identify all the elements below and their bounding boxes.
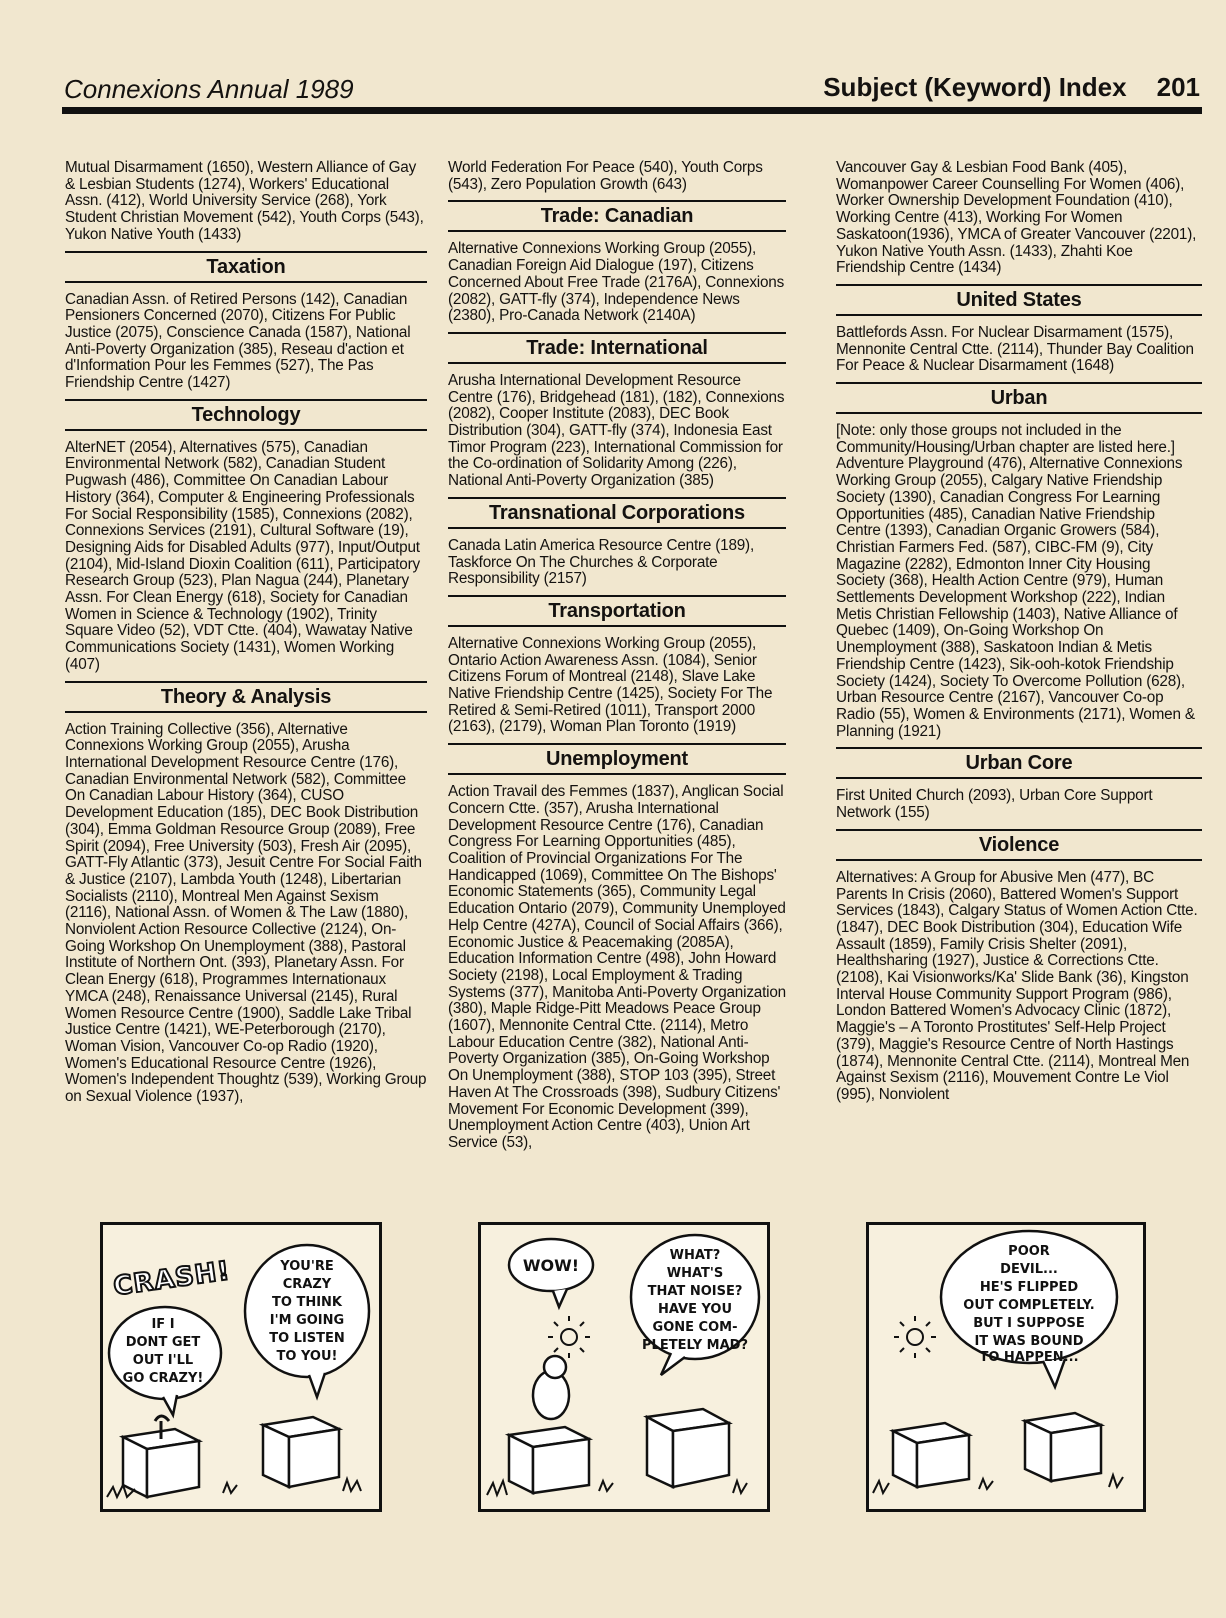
bubble-line: IT WAS BOUND [974,1334,1084,1349]
index-entry: Canada Latin America Resource Centre (189), Taskforce On The Churches & Corporate Responsibility (2157) [448,536,755,588]
index-column-3 [836,160,1202,1104]
heading-trade-international: Trade: International [448,332,786,364]
bubble-line: CRAZY [282,1277,332,1292]
box-with-fist [123,1429,199,1497]
heading-technology: Technology [65,399,427,431]
bubble-line: WOW! [522,1256,580,1275]
crash-text: CRASH! [111,1256,233,1303]
cartoon-panel-2 [478,1222,770,1512]
heading-urban: Urban [836,382,1202,414]
heading-transportation: Transportation [448,595,786,627]
index-entry: Alternative Connexions Working Group (2055), Ontario Action Awareness Assn. (1084), Senior Citizens Forum of Montreal (2148), Slave Lake Native Friendship Centre (1425), Society For The Retired & Semi-Retired (1011), Transport 2000 (2163), (2179), Woman Plan Toronto (1919) [448,634,773,736]
bubble-line: TO LISTEN [269,1331,345,1346]
box-right [647,1409,729,1487]
bubble-line: PLETELY MAD? [642,1338,748,1353]
bubble-line: GO CRAZY! [122,1371,204,1386]
box-right [1025,1413,1101,1481]
publication-title: Connexions Annual 1989 [64,74,354,104]
index-entry: Mutual Disarmament (1650), Western Alliance of Gay & Lesbian Students (1274), Workers' Educational Assn. (412), World University Service (268), York Student Christian Movement (542), Youth Corps (543), Yukon Native Youth (1433) [65,159,424,243]
sun-icon [894,1316,936,1358]
bubble-line: THAT NOISE? [647,1284,743,1299]
index-entry: Vancouver Gay & Lesbian Food Bank (405), Womanpower Career Counselling For Women (406), Worker Ownership Development Foundation (410), Working Centre (413), Working For Women Saskatoon(1936), YMCA of Greater Vancouver (2201), Yukon Native Youth Assn. (1433), Zhahti Koe Friendship Centre (1434) [836,159,1197,277]
box-right [263,1417,339,1487]
cartoon-drawing-1 [103,1225,379,1509]
bubble-line: OUT COMPLETELY. [963,1298,1095,1313]
bubble-line: DONT GET [125,1335,201,1350]
index-column-2 [448,160,786,1152]
index-entry: Action Training Collective (356), Alternative Connexions Working Group (2055), Arusha International Development Resource Centre (176), Canadian Environmental Network (582), Committee On Canadian Labour History (364), CUSO Development Education (185), DEC Book Distribution (304), Emma Goldman Resource Group (2089), Free Spirit (2094), Free University (503), Fresh Air (2095), GATT-Fly Atlantic (373), Jesuit Centre For Social Faith & Justice (2107), Lambda Youth (1248), Libertarian Socialists (2110), Montreal Men Against Sexism (2116), National Assn. of Women & The Law (1880), Nonviolent Action Resource Collective (2124), On-Going Workshop On Unemployment (388), Pastoral Institute of Northern Ont. (393), Planetary Assn. For Clean Energy (618), Programmes Internationaux YMCA (248), Renaissance Universal (2145), Rural Women Resource Centre (1900), Saddle Lake Tribal Justice Centre (1421), WE-Peterborough (2170), Woman Vision, Vancouver Co-op Radio (1920), Women's Educational Resource Centre (1926), Women's Independent Thoughtz (539), Working Group on Sexual Violence (1937), [65,720,427,1106]
figure-on-box [509,1356,589,1493]
bubble-line: POOR [1008,1244,1050,1259]
heading-united-states: United States [836,284,1202,316]
bubble-line: TO HAPPEN... [979,1350,1079,1365]
bubble-line: DEVIL... [1000,1262,1058,1277]
index-entry: First United Church (2093), Urban Core Support Network (155) [836,787,1153,822]
section-title [823,72,1200,103]
bubble-line: OUT I'LL [132,1353,194,1368]
index-entry: Alternative Connexions Working Group (2055), Canadian Foreign Aid Dialogue (197), Citizens Concerned About Free Trade (2176A), Connexions (2082), GATT-fly (374), Independence News (2380), Pro-Canada Network (2140A) [448,240,785,325]
sun-icon [548,1316,590,1358]
box-open [893,1423,969,1487]
bubble-line: HAVE YOU [657,1302,733,1317]
cartoon-panel-3 [866,1222,1146,1512]
bubble-line: TO YOU! [276,1349,338,1364]
header-rule [62,107,1202,114]
bubble-line: YOU'RE [280,1259,334,1274]
heading-theory-analysis: Theory & Analysis [65,681,427,713]
bubble-line: IF I [151,1317,175,1332]
heading-violence: Violence [836,829,1202,861]
heading-transnational-corporations: Transnational Corporations [448,497,786,529]
cartoon-drawing-2 [481,1225,767,1509]
heading-urban-core: Urban Core [836,747,1202,779]
heading-trade-canadian: Trade: Canadian [448,200,786,232]
bubble-line: I'M GOING [269,1313,345,1328]
index-entry: AlterNET (2054), Alternatives (575), Canadian Environmental Network (582), Canadian Student Pugwash (486), Committee On Canadian Labour History (364), Computer & Engineering Professionals For Social Responsibility (1585), Connexions (2082), Connexions Services (2191), Cultural Software (19), Designing Aids for Disabled Adults (977), Input/Output (2104), Mid-Island Dioxin Coalition (611), Participatory Research Group (523), Plan Nagua (244), Planetary Assn. For Clean Energy (618), Society for Canadian Women in Science & Technology (1902), Trinity Square Video (52), VDT Ctte. (404), Wawatay Native Communications Society (1431), Women Working (407) [65,438,420,673]
index-column-1 [65,160,427,1106]
page-number: 201 [1156,72,1200,102]
cartoon-panel-1 [100,1222,382,1512]
bubble-line: WHAT? [669,1248,721,1263]
index-entry: World Federation For Peace (540), Youth Corps (543), Zero Population Growth (643) [448,159,763,193]
index-entry: Action Travail des Femmes (1837), Anglican Social Concern Ctte. (357), Arusha International Development Resource Centre (176), Canadian Congress For Learning Opportunities (485), Coalition of Provincial Organizations For The Handicapped (1069), Committee On The Bishops' Economic Statements (365), Community Legal Education Ontario (2079), Community Unemployed Help Centre (427A), Council of Social Affairs (366), Economic Justice & Peacemaking (2085A), Education Information Centre (498), John Howard Society (2198), Local Employment & Trading Systems (377), Manitoba Anti-Poverty Organization (380), Maple Ridge-Pitt Meadows Peace Group (1607), Mennonite Central Ctte. (2114), Metro Labour Education Centre (382), National Anti-Poverty Organization (385), On-Going Workshop On Unemployment (388), STOP 103 (395), Street Haven At The Crossroads (398), Sudbury Citizens' Movement For Economic Development (399), Unemployment Action Centre (403), Union Art Service (53), [448,783,786,1151]
heading-unemployment: Unemployment [448,743,786,775]
cartoon-drawing-3 [869,1225,1143,1509]
page-header [62,72,1202,112]
index-entry: Canadian Assn. of Retired Persons (142), Canadian Pensioners Concerned (2070), Citizens For Public Justice (2075), Conscience Canada (1587), National Anti-Poverty Organization (385), Reseau d'action et d'Information Pour les Femmes (527), The Pas Friendship Centre (1427) [65,290,411,392]
index-entry: Alternatives: A Group for Abusive Men (477), BC Parents In Crisis (2060), Battered Women's Support Services (1843), Calgary Status of Women Action Ctte. (1847), DEC Book Distribution (304), Education Wife Assault (1859), Family Crisis Shelter (2091), Healthsharing (1927), Justice & Corrections Ctte. (2108), Kai Visionworks/Ka' Slide Bank (36), Kingston Interval House Community Support Program (986), London Battered Women's Advocacy Clinic (1872), Maggie's – A Toronto Prostitutes' Self-Help Project (379), Maggie's Resource Centre of North Hastings (1874), Mennonite Central Ctte. (2114), Montreal Men Against Sexism (2116), Mouvement Contre Le Viol (995), Nonviolent [836,868,1198,1103]
bubble-line: TO THINK [272,1295,342,1310]
heading-taxation: Taxation [65,251,427,283]
section-name: Subject (Keyword) Index [823,72,1127,102]
bubble-line: GONE COM- [652,1320,738,1335]
bubble-line: WHAT'S [666,1266,724,1281]
index-entry: Arusha International Development Resource Centre (176), Bridgehead (181), (182), Connexions (2082), Cooper Institute (2083), DEC Book Distribution (304), GATT-fly (374), Indonesia East Timor Program (223), International Commission for the Co-ordination of Solidarity Among (226), National Anti-Poverty Organization (385) [448,371,785,490]
index-entry: Adventure Playground (476), Alternative Connexions Working Group (2055), Calgary Native Friendship Society (1390), Canadian Congress For Learning Opportunities (485), Canadian Native Friendship Centre (1393), Canadian Organic Growers (584), Christian Farmers Fed. (587), CIBC-FM (9), City Magazine (2282), Edmonton Inner City Housing Society (368), Health Action Centre (979), Human Settlements Development Workshop (222), Indian Metis Christian Fellowship (1403), Native Alliance of Quebec (1409), On-Going Workshop On Unemployment (388), Saskatoon Indian & Metis Friendship Centre (1423), Sik-ooh-kotok Friendship Society (1424), Society To Overcome Pollution (628), Urban Resource Centre (2167), Vancouver Co-op Radio (55), Women & Environments (2171), Women & Planning (1921) [836,455,1195,740]
index-entry: Battlefords Assn. For Nuclear Disarmament (1575), Mennonite Central Ctte. (2114), Thunder Bay Coalition For Peace & Nuclear Disarmament (1648) [836,323,1194,375]
bubble-line: BUT I SUPPOSE [973,1316,1085,1331]
urban-note: [Note: only those groups not included in the Community/Housing/Urban chapter are listed here.] [836,422,1175,456]
bubble-line: HE'S FLIPPED [979,1280,1079,1295]
